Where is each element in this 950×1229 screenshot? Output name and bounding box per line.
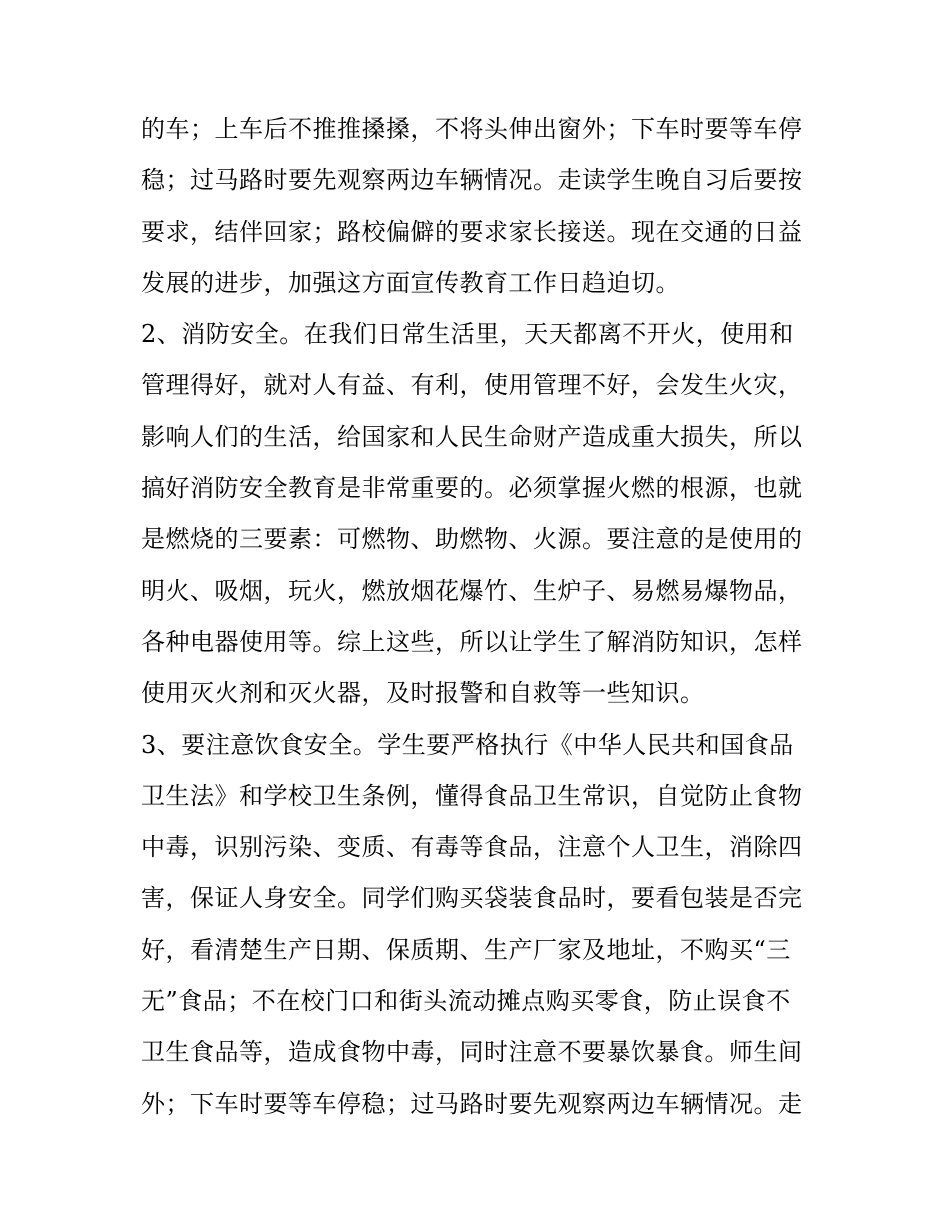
body-text [141, 104, 821, 1130]
text-line: 发展的进步，加强这方面宣传教育工作日趋迫切。 [141, 268, 680, 297]
text-line: 卫生法》和学校卫生条例，懂得食品卫生常识，自觉防止食物 [141, 781, 803, 810]
text-line: 管理得好，就对人有益、有利，使用管理不好，会发生火灾， [141, 371, 803, 400]
text-line: 明火、吸烟，玩火，燃放烟花爆竹、生炉子、易燃易爆物品， [141, 576, 803, 605]
text-line: 无”食品；不在校门口和街头流动摊点购买零食，防止误食不 [141, 987, 791, 1016]
text-line: 的车；上车后不推推搡搡，不将头伸出窗外；下车时要等车停 [141, 115, 803, 143]
text-line: 各种电器使用等。综上这些，所以让学生了解消防知识，怎样 [141, 627, 803, 656]
text-line: 是燃烧的三要素：可燃物、助燃物、火源。要注意的是使用的 [141, 525, 803, 554]
text-line: 害，保证人身安全。同学们购买袋装食品时，要看包装是否完 [141, 884, 803, 913]
text-line: 中毒，识别污染、变质、有毒等食品，注意个人卫生，消除四 [141, 833, 803, 862]
text-line: 好，看清楚生产日期、保质期、生产厂家及地址，不购买“三 [141, 935, 791, 964]
section-3-heading-line: 3、要注意饮食安全。学生要严格执行《中华人民共和国食品 [141, 730, 794, 759]
text-line: 稳；过马路时要先观察两边车辆情况。走读学生晚自习后要按 [141, 166, 803, 195]
text-line: 卫生食品等，造成食物中毒，同时注意不要暴饮暴食。师生间 [141, 1038, 803, 1067]
section-2-heading-line: 2、消防安全。在我们日常生活里，天天都离不开火，使用和 [141, 320, 794, 349]
text-line: 要求，结伴回家；路校偏僻的要求家长接送。现在交通的日益 [141, 217, 803, 246]
text-line: 使用灭火剂和灭火器，及时报警和自救等一些知识。 [141, 679, 705, 708]
text-line: 搞好消防安全教育是非常重要的。必须掌握火燃的根源，也就 [141, 474, 803, 503]
text-line: 外；下车时要等车停稳；过马路时要先观察两边车辆情况。走 [141, 1089, 803, 1118]
text-line: 影响人们的生活，给国家和人民生命财产造成重大损失，所以 [141, 422, 803, 451]
